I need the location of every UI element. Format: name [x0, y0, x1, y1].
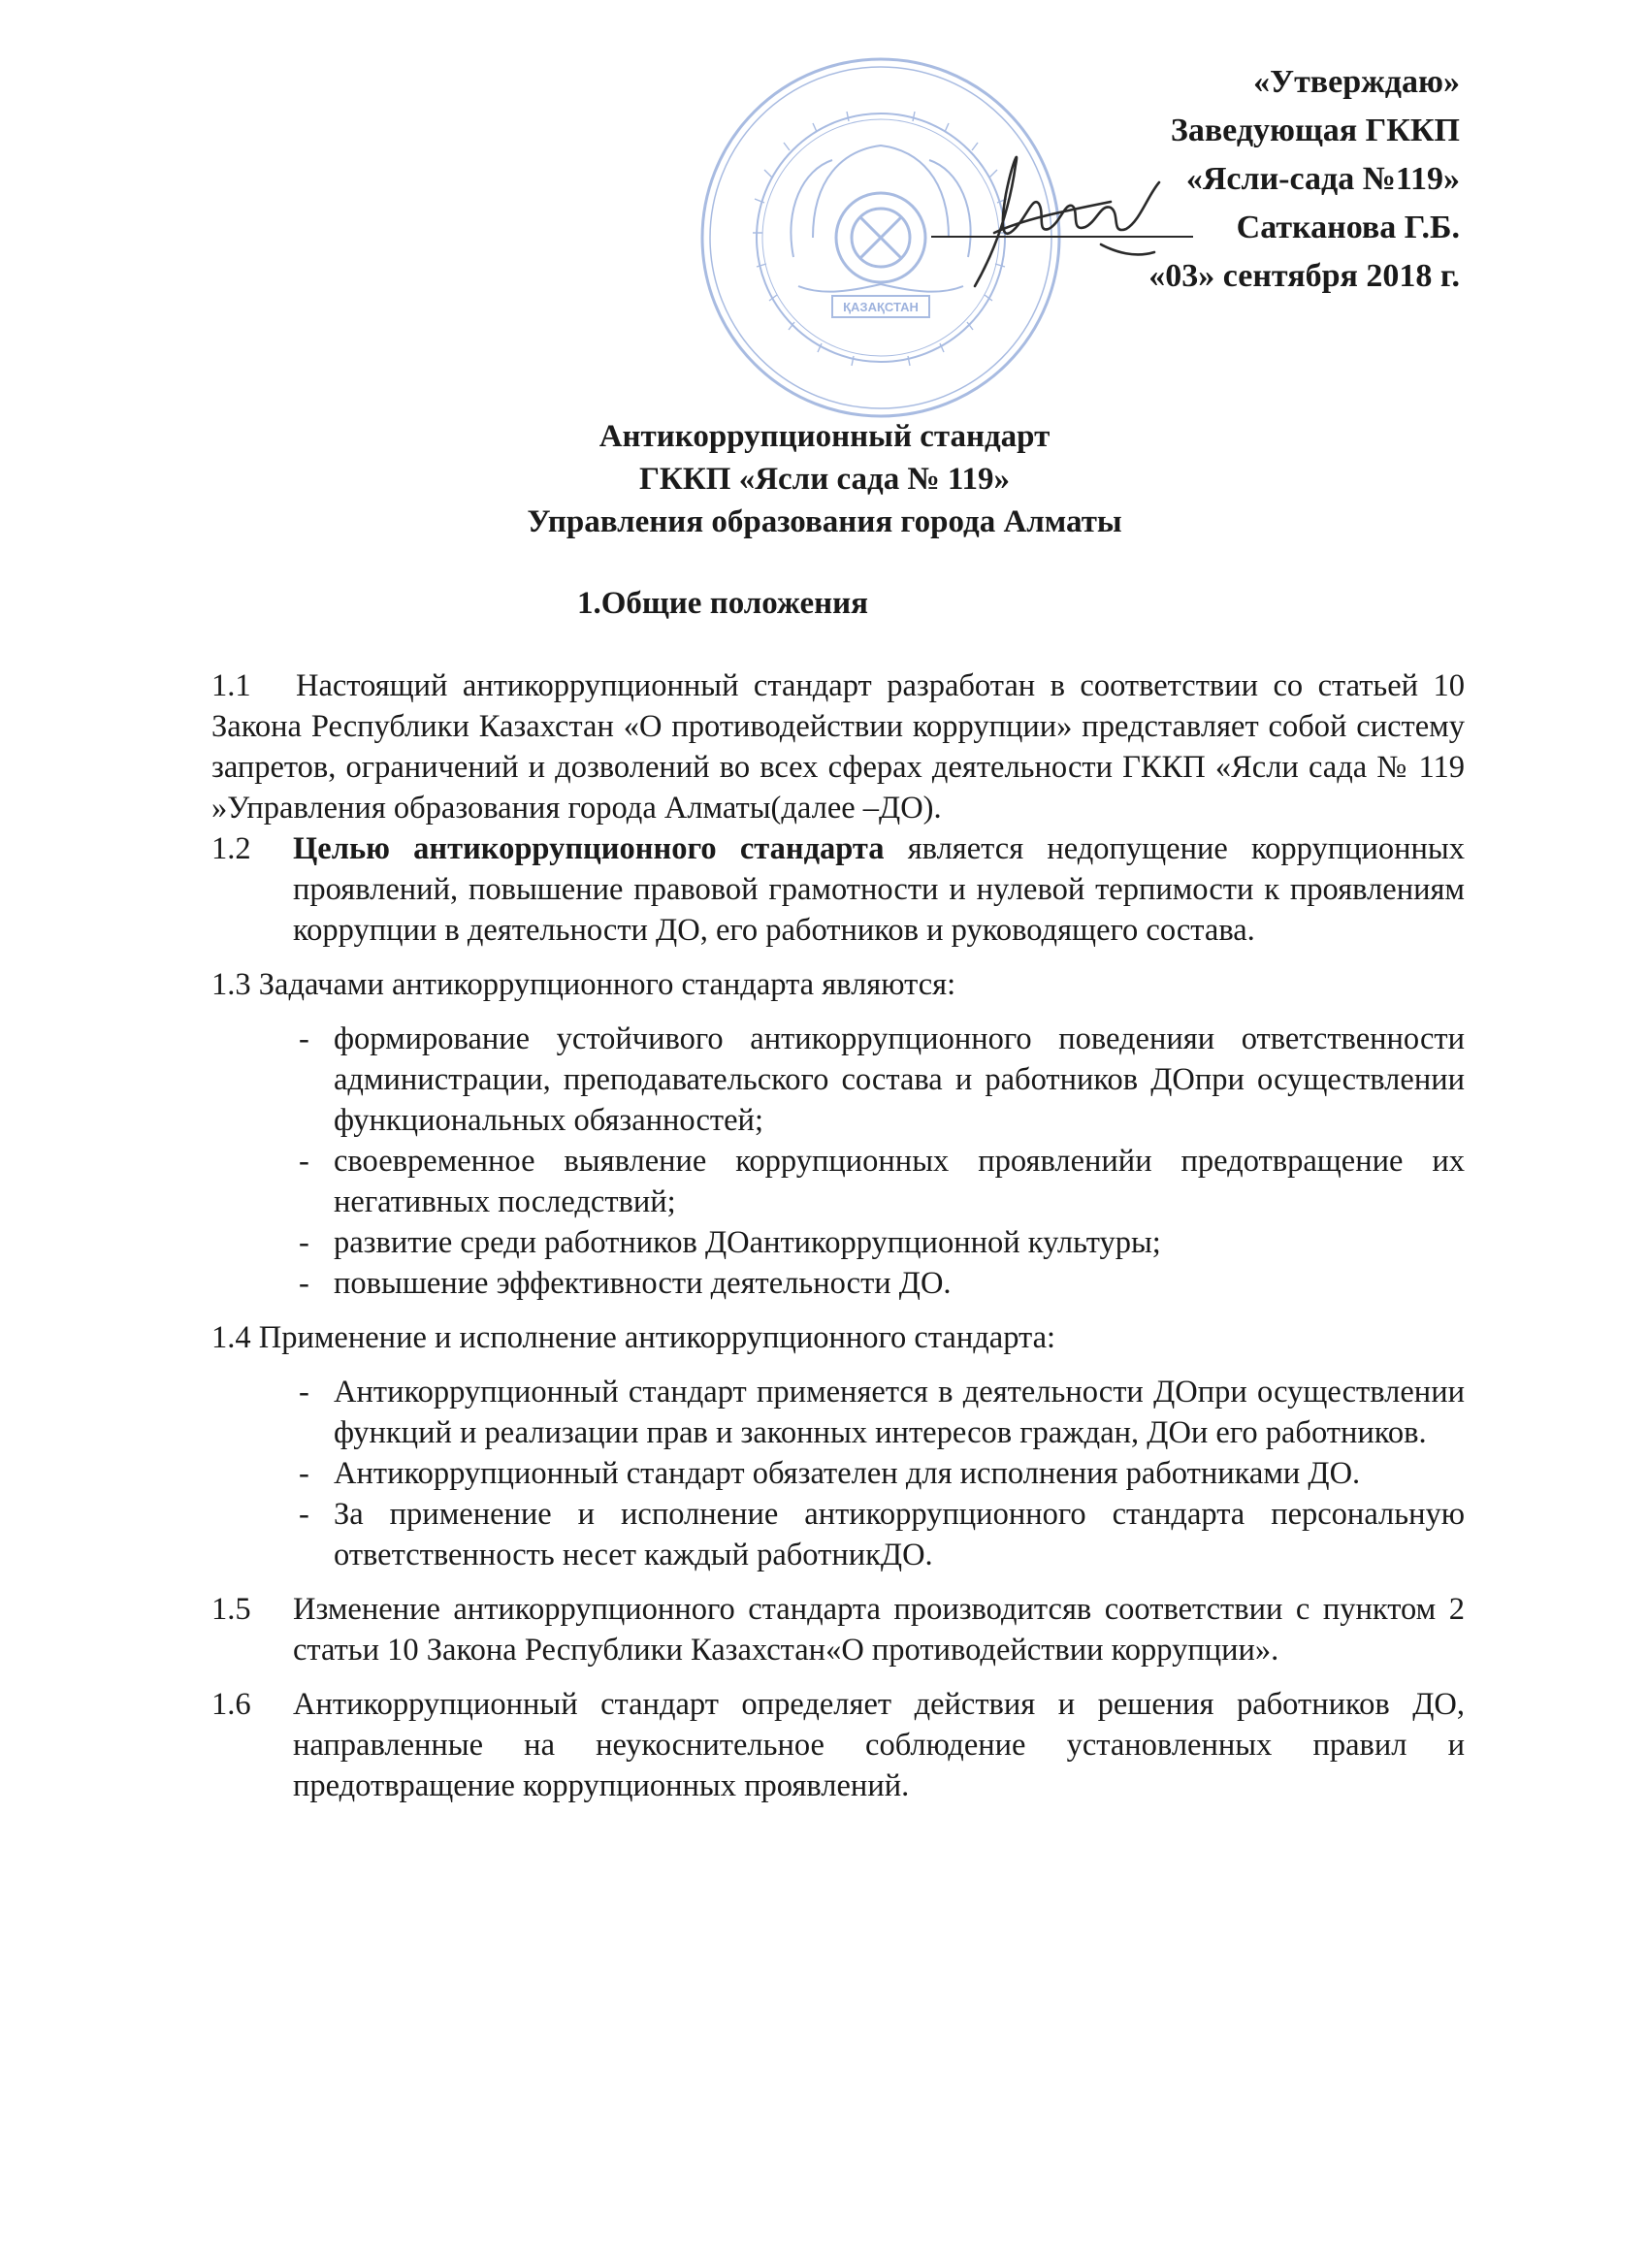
paragraph-number: 1.6 [211, 1687, 251, 1722]
paragraph-text: Изменение антикоррупционного стандарта производитсяв соответствии с пунктом 2 статьи 10 Закона Республики Казахстан«О противодействии коррупции». [293, 1592, 1465, 1668]
paragraph-number: 1.5 [211, 1592, 251, 1627]
approval-organization: «Ясли-сада №119» [1185, 161, 1460, 197]
paragraph-number: 1.2 [211, 831, 251, 866]
paragraph-text: является недопущение коррупционных проявлений, повышение правовой грамотности и нулевой терпимости к проявлениям коррупции в деятельности ДО, его работников и руководящего состава. [293, 831, 1466, 948]
paragraph-1-2 [211, 828, 1465, 951]
section-heading: 1.Общие положения [577, 586, 868, 621]
approval-approve-label: «Утверждаю» [1253, 64, 1460, 100]
paragraph-1-4: 1.4 Применение и исполнение антикоррупционного стандарта: [211, 1320, 1056, 1355]
approval-position: Заведующая ГККП [1170, 113, 1460, 148]
approval-date: «03» сентября 2018 г. [1148, 258, 1460, 294]
list-item: - повышение эффективности деятельности ДО. [299, 1266, 952, 1301]
paragraph-1-5 [211, 1589, 1465, 1670]
list-item: - Антикоррупционный стандарт применяется в деятельности ДОпри осуществлении функций и реализации прав и законных интересов граждан, ДОи его работников. [299, 1375, 1465, 1450]
list-item: - формирование устойчивого антикоррупционного поведенияи ответственности администрации, преподавательского состава и работников ДОпри осуществлении функциональных обязанностей; [299, 1021, 1465, 1138]
list-item: - своевременное выявление коррупционных проявленийи предотвращение их негативных последствий; [299, 1144, 1465, 1219]
applications-list [211, 1372, 1465, 1575]
approval-signatory-name: Сатканова Г.Б. [1236, 210, 1460, 245]
title-line-3: Управления образования города Алматы [527, 504, 1122, 539]
paragraph-text: Настоящий антикоррупционный стандарт разработан в соответствии со статьей 10 Закона Республики Казахстан «О противодействии коррупции» представляет собой систему запретов, ограничений и дозволений во всех сферах деятельности ГККП «Ясли сада № 119 »Управления образования города Алматы(далее –ДО). [211, 668, 1465, 826]
title-line-2: ГККП «Ясли сада № 119» [638, 462, 1011, 497]
paragraph-bold-lead: Целью антикоррупционного стандарта [293, 831, 885, 866]
paragraph-text: Антикоррупционный стандарт определяет действия и решения работников ДО, направленные на неукоснительное соблюдение установленных правил и предотвращение коррупционных проявлений. [293, 1687, 1465, 1803]
paragraph-1-1 [211, 665, 1465, 828]
paragraph-1-3: 1.3 Задачами антикоррупционного стандарта являются: [211, 967, 956, 1002]
document-title [0, 415, 1649, 543]
tasks-list [211, 1019, 1465, 1304]
title-line-1: Антикоррупционный стандарт [598, 419, 1051, 454]
approval-block [781, 58, 1460, 301]
list-item: - Антикоррупционный стандарт обязателен для исполнения работниками ДО. [299, 1456, 1361, 1491]
paragraph-number: 1.1 [211, 668, 251, 703]
document-body [211, 665, 1465, 1806]
seal-center-text: ҚАЗАҚСТАН [843, 300, 919, 314]
list-item: - За применение и исполнение антикоррупционного стандарта персональную ответственность несет каждый работникДО. [299, 1497, 1465, 1572]
paragraph-1-6 [211, 1684, 1465, 1806]
list-item: - развитие среди работников ДОантикоррупционной культуры; [299, 1225, 1161, 1260]
